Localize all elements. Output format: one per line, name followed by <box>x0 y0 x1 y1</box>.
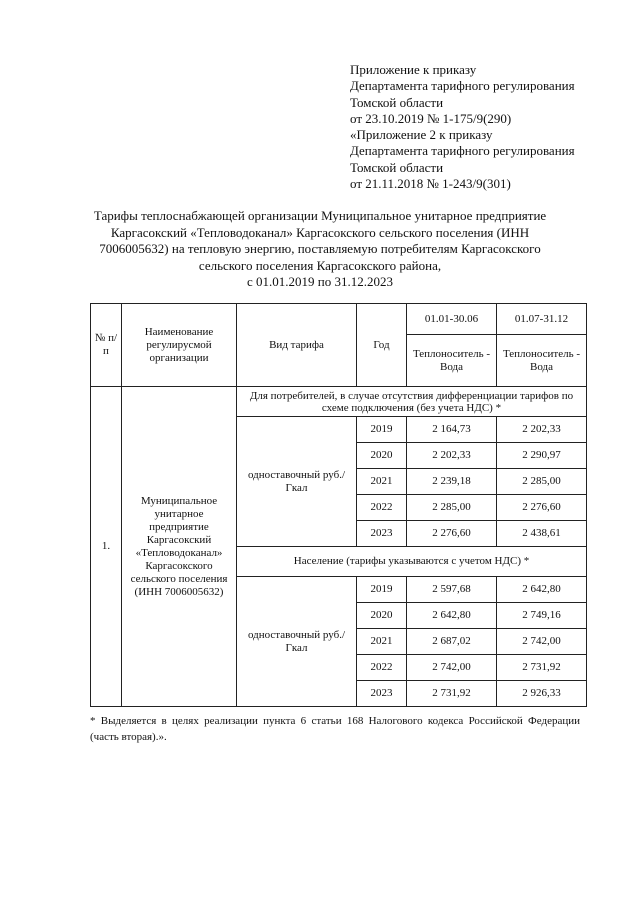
header-line: от 21.11.2018 № 1-243/9(301) <box>350 176 511 192</box>
col-header-carrier-2: Теплоноситель - Вода <box>497 335 587 387</box>
row-number: 1. <box>91 387 122 707</box>
value-cell: 2 285,00 <box>407 495 497 521</box>
appendix-header <box>350 62 620 192</box>
value-cell: 2 597,68 <box>407 577 497 603</box>
value-cell: 2 164,73 <box>407 417 497 443</box>
tariff-type-cell: одноставочный руб./Гкал <box>237 417 357 547</box>
year-cell: 2019 <box>357 577 407 603</box>
value-cell: 2 276,60 <box>497 495 587 521</box>
title-line: Каргасокский «Тепловодоканал» Каргасокского сельского поселения (ИНН <box>110 224 530 240</box>
value-cell: 2 239,18 <box>407 469 497 495</box>
title-line: Тарифы теплоснабжающей организации Муниципальное унитарное предприятие <box>93 208 547 223</box>
value-cell: 2 749,16 <box>497 603 587 629</box>
year-cell: 2019 <box>357 417 407 443</box>
year-cell: 2021 <box>357 629 407 655</box>
header-line: от 23.10.2019 № 1-175/9(290) <box>350 110 512 126</box>
header-line: Приложение к приказу <box>350 62 477 77</box>
col-header-num: № п/п <box>91 304 122 387</box>
col-header-tariff-type: Вид тарифа <box>237 304 357 387</box>
value-cell: 2 926,33 <box>497 681 587 707</box>
value-cell: 2 276,60 <box>407 521 497 547</box>
year-cell: 2020 <box>357 603 407 629</box>
title-line: с 01.01.2019 по 31.12.2023 <box>247 274 393 289</box>
col-header-period-1: 01.01-30.06 <box>407 304 497 335</box>
value-cell: 2 742,00 <box>497 629 587 655</box>
year-cell: 2023 <box>357 521 407 547</box>
tariff-type-cell: одноставочный руб./Гкал <box>237 577 357 707</box>
tariff-table <box>90 303 587 707</box>
footnote: * Выделяется в целях реализации пункта 6 статьи 168 Налогового кодекса Российской Федерации (часть вторая).». <box>90 715 580 743</box>
organization-name: Муниципальное унитарное предприятие Каргасокский «Тепловодоканал» Каргасокского сельского поселения (ИНН 7006005632) <box>122 387 237 707</box>
value-cell: 2 642,80 <box>407 603 497 629</box>
value-cell: 2 202,33 <box>407 443 497 469</box>
year-cell: 2021 <box>357 469 407 495</box>
header-line: Департамента тарифного регулирования <box>350 78 575 94</box>
value-cell: 2 285,00 <box>497 469 587 495</box>
col-header-org: Наименование регулирусмой организации <box>122 304 237 387</box>
header-line: Департамента тарифного регулирования <box>350 143 575 159</box>
section-label-population: Население (тарифы указываются с учетом НДС) * <box>237 547 587 577</box>
value-cell: 2 438,61 <box>497 521 587 547</box>
value-cell: 2 731,92 <box>407 681 497 707</box>
header-line: «Приложение 2 к приказу <box>350 127 493 143</box>
header-line: Томской области <box>350 159 444 175</box>
value-cell: 2 742,00 <box>407 655 497 681</box>
value-cell: 2 290,97 <box>497 443 587 469</box>
value-cell: 2 731,92 <box>497 655 587 681</box>
col-header-year: Год <box>357 304 407 387</box>
value-cell: 2 687,02 <box>407 629 497 655</box>
value-cell: 2 642,80 <box>497 577 587 603</box>
title-line: сельского поселения Каргасокского района, <box>198 257 442 273</box>
value-cell: 2 202,33 <box>497 417 587 443</box>
section-header-row <box>91 387 587 417</box>
table-header-row <box>91 304 587 335</box>
col-header-period-2: 01.07-31.12 <box>497 304 587 335</box>
col-header-carrier-1: Теплоноситель - Вода <box>407 335 497 387</box>
year-cell: 2023 <box>357 681 407 707</box>
section-label-consumers: Для потребителей, в случае отсутствия дифференциации тарифов по схеме подключения (без учета НДС) * <box>237 387 587 417</box>
document-title <box>90 208 550 291</box>
title-line: 7006005632) на тепловую энергию, поставляемую потребителям Каргасокского <box>99 241 541 256</box>
year-cell: 2022 <box>357 655 407 681</box>
header-line: Томской области <box>350 94 444 110</box>
year-cell: 2020 <box>357 443 407 469</box>
year-cell: 2022 <box>357 495 407 521</box>
